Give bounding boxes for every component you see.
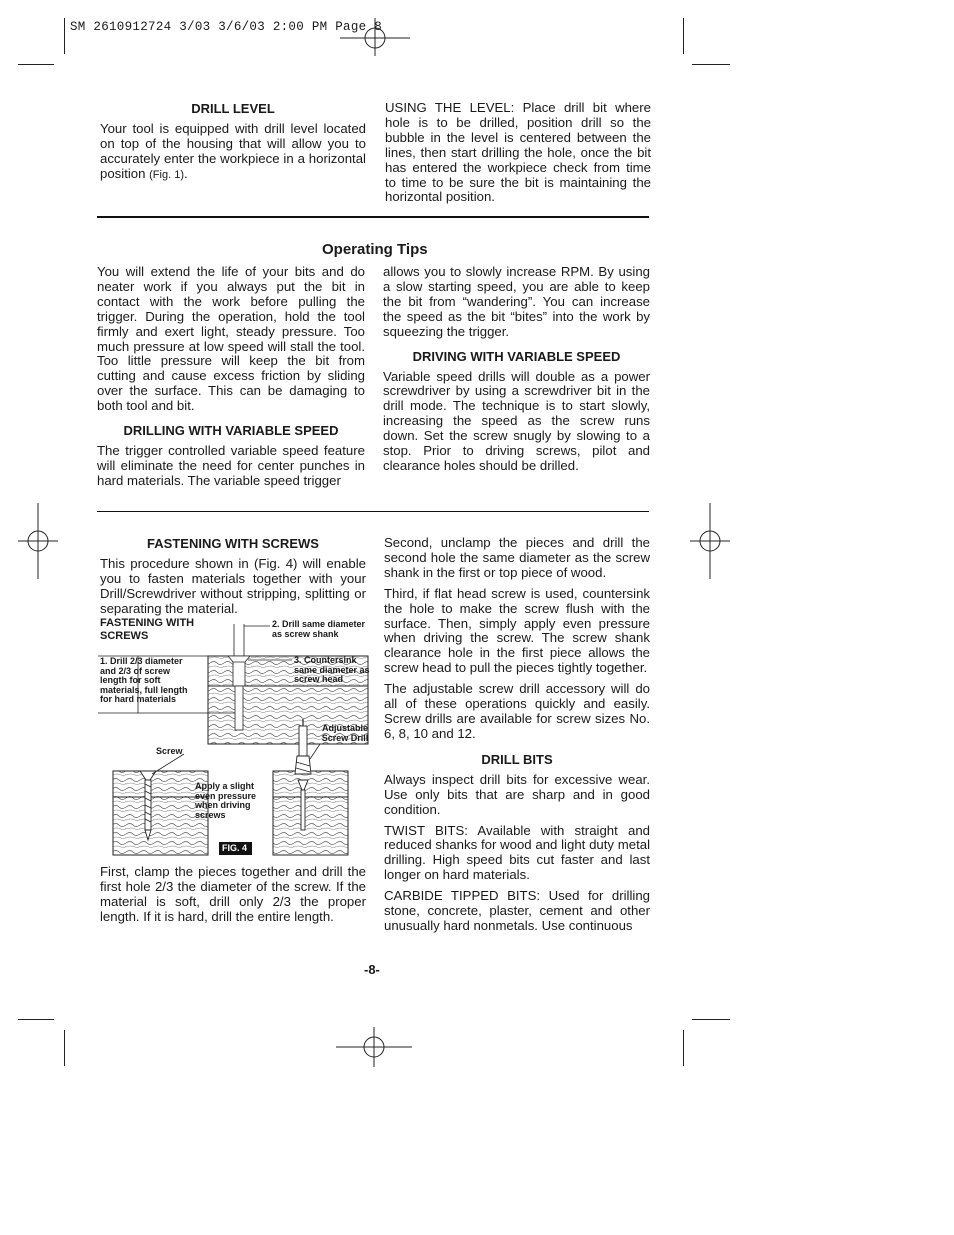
fastening-heading: FASTENING WITH SCREWS [147,536,319,551]
using-level-section [385,101,651,205]
operating-tips-title: Operating Tips [322,241,428,258]
drilling-variable-speed-heading: DRILLING WITH VARIABLE SPEED [123,423,339,439]
registration-mark-right-icon [690,503,730,579]
section-divider-2 [97,511,649,512]
drill-level-text: Your tool is equipped with drill level located on top of the housing that will allow you to accurately enter the workpiece in a horizontal position (Fig. 1). [100,121,366,181]
registration-mark-bottom-icon [336,1027,412,1067]
drilling-variable-speed-cont: allows you to slowly increase RPM. By using a slow starting speed, you are able to keep the bit from “wandering”. You can increase the speed as the bit “bites” into the work by squeezing the trigger. [383,264,650,339]
operating-tips-right [383,265,650,474]
fastening-right [384,536,650,934]
fig-4-diagram [98,614,378,864]
drill-level-heading: DRILL LEVEL [191,101,275,116]
registration-mark-top-icon [340,18,410,58]
fig-title: FASTENING WITH SCREWS [100,617,195,642]
fig-label-screw: Screw [156,746,183,756]
drill-bits-text: Always inspect drill bits for excessive wear. Use only bits that are sharp and in good condition. [384,771,650,817]
fig-tag: FIG. 4 [222,843,248,853]
operating-tips-intro: You will extend the life of your bits and do neater work if you always put the bit in contact with the work before pulling the trigger. During the operation, hold the tool firmly and exert light, steady pressure. Too much pressure at low speed will stall the tool. Too little pressure will keep the bit from cutting and cause excess friction by sliding over the surface. This can be damaging to both tool and bit. [97,264,365,414]
fig-label-apply: Apply a slight even pressure when driving screws [195,781,257,820]
twist-bits-text: TWIST BITS: Available with straight and reduced shanks for wood and light duty metal drilling. High speed bits cut faster and last longer on hard materials. [384,822,650,883]
fastening-first-text: First, clamp the pieces together and drill the first hole 2/3 the diameter of the screw. If the material is soft, drill only 2/3 the proper length. If it is hard, drill the entire length. [100,864,366,924]
fastening-second: Second, unclamp the pieces and drill the second hole the same diameter as the screw shank in the first or top piece of wood. [384,535,650,580]
fastening-section [100,536,366,617]
fig-label-shank: 2. Drill same diameter as screw shank [272,619,366,639]
fig-label-drill-diameter: 1. Drill 2/3 diameter and 2/3 of screw length for soft materials, full length for hard materials [100,656,188,704]
fastening-first [100,865,366,925]
section-divider [97,216,649,218]
fig-label-adjustable: Adjustable Screw Drill [321,723,369,743]
registration-mark-left-icon [18,503,58,579]
driving-variable-speed-text: Variable speed drills will double as a power screwdriver by using a screwdriver bit in the drill mode. The technique is to start slowly, increasing the speed as the screw runs down. Set the screw snugly by slowing to a stop. Prior to driving screws, pilot and clearance holes should be drilled. [383,368,650,473]
page-number: -8- [364,962,380,977]
carbide-bits-text: CARBIDE TIPPED BITS: Used for drilling stone, concrete, plaster, cement and other unusually hard nonmetals. Use continuous [384,888,650,933]
drilling-variable-speed-text: The trigger controlled variable speed feature will eliminate the need for center punches in hard materials. The variable speed trigger [97,443,365,488]
fastening-third: Third, if flat head screw is used, countersink the hole to make the screw flush with the surface. Then, simply apply even pressure when driving the screw. The screw shank clearance hole in the first piece allows the screw head to pull the pieces tightly together. [384,585,650,676]
drill-bits-heading: DRILL BITS [481,751,553,767]
printer-slug: SM 2610912724 3/03 3/6/03 2:00 PM Page 8 [70,20,383,34]
using-level-text: USING THE LEVEL: Place drill bit where hole is to be drilled, position drill so the bubble in the level is centered between the lines, then start drilling the hole, once the bit has entered the workpiece check from time to time to be sure the bit is maintaining the horizontal position. [385,100,651,205]
driving-variable-speed-heading: DRIVING WITH VARIABLE SPEED [412,348,621,364]
operating-tips-left [97,265,365,489]
fastening-intro: This procedure shown in (Fig. 4) will enable you to fasten materials together with your Drill/Screwdriver without stripping, splitting or separating the material. [100,556,366,616]
fig-label-countersink: 3. Countersink same diameter as screw head [294,655,370,684]
drill-level-section [100,101,366,183]
fastening-adjustable: The adjustable screw drill accessory will do all of these operations quickly and easily. Screw drills are available for screw sizes No. 6, 8, 10 and 12. [384,681,650,741]
